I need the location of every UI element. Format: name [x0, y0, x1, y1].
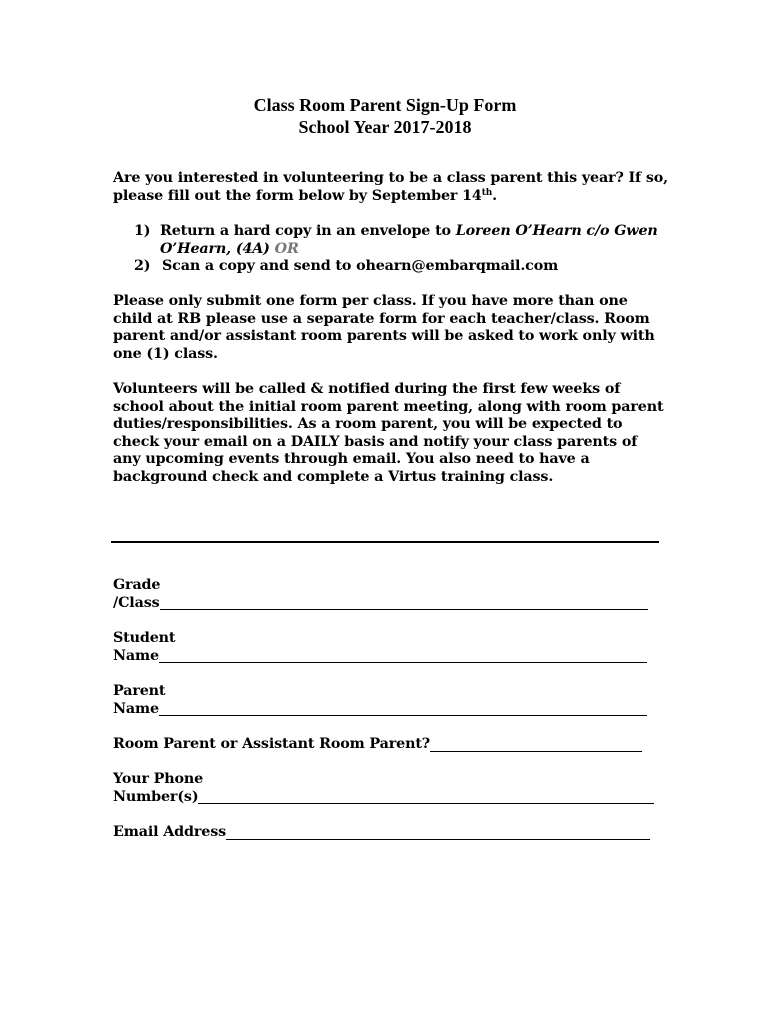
paragraph-line: parent and/or assistant room parents will be asked to work only with	[113, 328, 655, 345]
field-label: Email Address	[113, 824, 226, 840]
paragraph-line: school about the initial room parent meeting, along with room parent	[113, 398, 664, 415]
field-label: Grade	[113, 577, 161, 593]
intro-line-2-text: please fill out the form below by September 14	[113, 187, 482, 204]
student-name-input[interactable]	[159, 648, 647, 663]
field-label: /Class	[113, 594, 160, 611]
paragraph-line: any upcoming events through email. You also need to have a	[113, 451, 590, 468]
paragraph-line: check your email on a DAILY basis and notify your class parents of	[113, 433, 638, 450]
paragraph-line: Please only submit one form per class. If you have more than one	[113, 293, 628, 309]
field-label: Room Parent or Assistant Room Parent?	[113, 736, 430, 752]
policy-paragraph	[113, 293, 673, 363]
field-label: Name	[113, 647, 159, 664]
intro-line-1: Are you interested in volunteering to be a class parent this year? If so,	[113, 170, 668, 186]
page-title: Class Room Parent Sign-Up Form	[253, 95, 517, 115]
field-label: Name	[113, 700, 159, 717]
student-name-field	[113, 630, 647, 665]
page-subtitle: School Year 2017-2018	[298, 117, 472, 137]
parent-name-input[interactable]	[159, 701, 647, 716]
duties-paragraph	[113, 381, 673, 487]
list-item-text: Return a hard copy in an envelope to	[160, 223, 456, 239]
intro-line-2-sup: th	[481, 187, 493, 198]
intro-line-2	[113, 188, 673, 206]
list-item-text-line-1	[160, 223, 673, 241]
list-item-number: 1)	[134, 223, 151, 239]
list-item-text: Scan a copy and send to ohearn@embarqmail.com	[162, 258, 559, 275]
list-item-number: 2)	[134, 258, 151, 275]
field-label: Parent	[113, 683, 166, 699]
field-label: Student	[113, 630, 176, 646]
phone-input[interactable]	[198, 789, 654, 804]
room-parent-input[interactable]	[430, 737, 642, 752]
email-input[interactable]	[226, 825, 650, 840]
room-parent-field	[113, 736, 642, 754]
list-item	[113, 223, 673, 258]
intro-paragraph	[113, 170, 673, 205]
parent-name-field	[113, 683, 647, 718]
section-divider	[111, 541, 659, 543]
list-item	[113, 258, 673, 276]
email-field	[113, 824, 650, 842]
phone-field	[113, 771, 654, 806]
paragraph-line: background check and complete a Virtus training class.	[113, 468, 554, 485]
or-label: OR	[274, 240, 299, 257]
paragraph-line: duties/responsibilities. As a room parent, you will be expected to	[113, 416, 623, 433]
field-label: Number(s)	[113, 788, 199, 805]
field-label: Your Phone	[113, 771, 204, 787]
paragraph-line: Volunteers will be called & notified during the first few weeks of	[113, 381, 621, 397]
paragraph-line: child at RB please use a separate form for each teacher/class. Room	[113, 310, 650, 327]
grade-class-field	[113, 577, 648, 612]
intro-line-2-end: .	[492, 187, 497, 204]
instructions-list	[113, 223, 673, 276]
grade-class-input[interactable]	[160, 595, 648, 610]
paragraph-line: one (1) class.	[113, 345, 218, 362]
recipient-class: O’Hearn, (4A)	[160, 240, 275, 257]
list-item-text-line-2	[160, 241, 673, 259]
recipient-name: Loreen O’Hearn c/o Gwen	[455, 223, 658, 239]
